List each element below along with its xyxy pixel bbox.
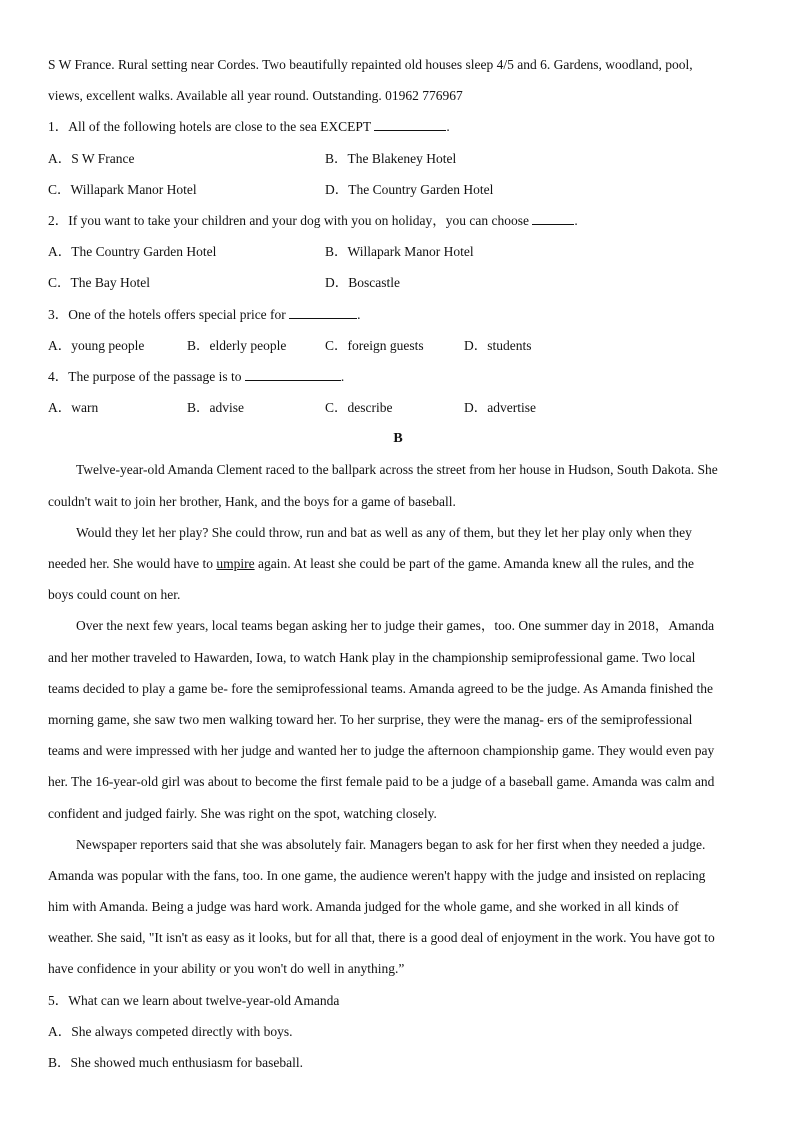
option-a: A．She always competed directly with boys. (48, 1023, 293, 1039)
option-c: C．Willapark Manor Hotel (48, 181, 197, 197)
paragraph-3-line: teams decided to play a game be- fore the semiprofessional teams. Amanda agreed to be the judge. As Amanda finished the (48, 680, 714, 696)
option-b: B．elderly people (187, 337, 287, 353)
underlined-word-umpire: umpire (216, 556, 255, 571)
paragraph-4-line: Amanda was popular with the fans, too. In one game, the audience weren't happy with the judge and insisted on replacing (48, 867, 706, 883)
answer-blank (374, 116, 446, 131)
option-c: C．The Bay Hotel (48, 275, 150, 291)
ad-text-line-2: views, excellent walks. Available all year round. Outstanding. 01962 776967 (48, 88, 463, 104)
option-a: A．S W France (48, 150, 135, 166)
paragraph-1-line: Twelve-year-old Amanda Clement raced to the ballpark across the street from her house in Hudson, South Dakota. She (76, 462, 718, 478)
ad-text-line-1: S W France. Rural setting near Cordes. Two beautifully repainted old houses sleep 4/5 and 6. Gardens, woodland, pool, (48, 57, 693, 72)
option-d: D．advertise (464, 400, 536, 416)
option-b: B．advise (187, 400, 244, 416)
question-2-stem: 2．If you want to take your children and your dog with you on holiday，you can choose . (48, 210, 748, 241)
worksheet-page (48, 54, 748, 1083)
option-b: B．She showed much enthusiasm for baseball. (48, 1055, 303, 1070)
question-4-stem: 4．The purpose of the passage is to . (48, 366, 748, 397)
paragraph-3-line: teams and were impressed with her judge and wanted her to judge the afternoon championship game. They would even pay (48, 743, 715, 759)
option-b: B．The Blakeney Hotel (325, 150, 457, 166)
question-4-options-row (48, 397, 748, 428)
paragraph-2-line: boys could count on her. (48, 587, 181, 603)
paragraph-4-line: weather. She said, "It isn't as easy as it looks, but for all that, there is a good deal of enjoyment in the work. You have got to (48, 930, 715, 946)
paragraph-2-line: needed her. She would have to umpire again. At least she could be part of the game. Amanda knew all the rules, and the (48, 556, 694, 571)
option-a: A．young people (48, 337, 145, 353)
question-2-options-row-1 (48, 241, 748, 272)
option-c: C．describe (325, 400, 393, 416)
answer-blank (532, 210, 574, 225)
option-a: A．The Country Garden Hotel (48, 244, 217, 260)
question-2-options-row-2 (48, 272, 748, 303)
question-5-stem: 5．What can we learn about twelve-year-old Amanda (48, 992, 340, 1008)
paragraph-1-line: couldn't wait to join her brother, Hank, and the boys for a game of baseball. (48, 493, 456, 509)
option-d: D．students (464, 337, 532, 353)
option-a: A．warn (48, 400, 99, 416)
paragraph-3-line: her. The 16-year-old girl was about to become the first female paid to be a judge of a baseball game. Amanda was calm and (48, 774, 715, 790)
paragraph-3-line: Over the next few years, local teams began asking her to judge their games，too. One summer day in 2018，Amanda (76, 618, 715, 634)
paragraph-2-line: Would they let her play? She could throw, run and bat as well as any of them, but they let her play only when they (76, 524, 692, 540)
option-d: D．The Country Garden Hotel (325, 181, 494, 197)
option-c: C．foreign guests (325, 337, 424, 353)
paragraph-3-line: morning game, she saw two men walking toward her. To her surprise, they were the manag- ers of the semiprofessional (48, 711, 693, 727)
answer-blank (245, 366, 341, 381)
question-3-options-row (48, 335, 748, 366)
option-d: D．Boscastle (325, 275, 400, 291)
section-b-heading: B (393, 431, 403, 447)
answer-blank (289, 304, 357, 319)
paragraph-4-line: Newspaper reporters said that she was absolutely fair. Managers began to ask for her first when they needed a judge. (76, 836, 706, 852)
option-b: B．Willapark Manor Hotel (325, 244, 474, 260)
question-1-options-row-1 (48, 148, 748, 179)
question-3-stem: 3．One of the hotels offers special price for . (48, 304, 748, 335)
paragraph-4-line: him with Amanda. Being a judge was hard work. Amanda judged for the whole game, and she worked in all kinds of (48, 899, 679, 915)
paragraph-3-line: and her mother traveled to Hawarden, Iowa, to watch Hank play in the championship semiprofessional game. Two local (48, 649, 696, 665)
question-1-options-row-2 (48, 179, 748, 210)
paragraph-3-line: confident and judged fairly. She was right on the spot, watching closely. (48, 805, 437, 821)
paragraph-4-line: have confidence in your ability or you won't do well in anything.” (48, 961, 405, 977)
question-1-stem: 1．All of the following hotels are close to the sea EXCEPT . (48, 116, 748, 147)
